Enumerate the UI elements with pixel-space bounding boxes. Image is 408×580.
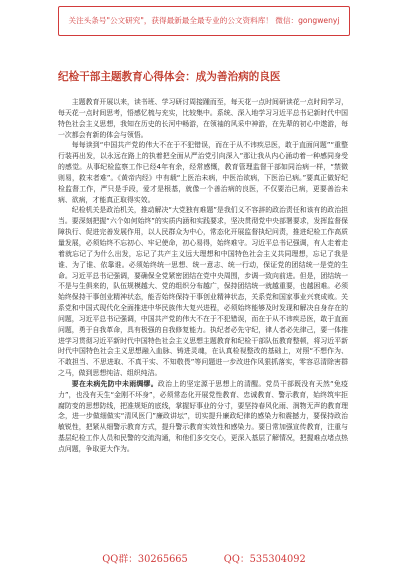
promo-banner (58, 6, 350, 36)
paragraph: 纪检机关是政治机关，推动解决“大党独有难题”是我们义不容辞的政治责任和该有的政治担当。要深刻把握“六个如何始终”的实质内涵和实践要求，坚决贯彻党中央部署要求，发挥监督保障执行、促进完善发展作用，以人民群众为中心，常态化开展监督执纪问责，推进纪检工作高质量发展，必须始终不忘初心、牢记使命，初心易得，始终难守。习近平总书记强调，有人走着走着就忘记了为什么出发，忘记了共产主义远大理想和中国特色社会主义共同理想，忘记了我是谁、为了谁、依靠谁。必须始终统一思想、统一意志、统一行动，保证党的团结统一是党的生命。习近平总书记强调，要确保全党紧密团结在党中央周围，步调一致向前进。但是，团结统一不是与生俱来的，队伍规模越大、党的组织分布越广，保持团结统一就越重要，也越困难。必须始终保持干事创业精神状态，能否始终保持干事创业精神状态，关系党和国家事业兴衰成败。关系党和中国式现代化全面推进中华民族伟大复兴进程，必须始终能够及时发现和解决自身存在的问题，习近平总书记强调，中国共产党的伟大不在于不犯错误，而在于从不讳疾忌医，敢于直面问题，勇于自我革命，具有极强的自我修复能力。执纪者必先守纪，律人者必先律己，要一体推进学习贯彻习近平新时代中国特色社会主义思想主题教育和纪检干部队伍教育整顿，将习近平新时代中国特色社会主义思想融入血脉、铸进灵魂，在认真检视整改的基础上，对照“不想作为、不敢担当、不思进取、不真干实、不知敬畏”等问题进一步改进作风狠抓落实，零容忍清除害群之马，做到思想纯洁、组织纯洁。 (58, 206, 348, 378)
lead-text: 政治上的坚定源于思想上的清醒。党员干部既没有天然“免疫力”，也没有天生“金刚不坏身”，必须常态化开展党性教育、忠诚教育、警示教育，始终筑牢拒腐防变的思想防线，把准规矩的底线，掌握好事业的分寸，要坚持春风化雨、润物无声的教育理念，进一步做细做实“清风医门”廉政讲坛”，切实提升廉政纪律的感染力和震撼力，要保持政治敏锐性，把紧从细警示教育方式，提升警示教育实效性和感染力。要日常加强宣传教育，注重与基层纪检工作人员和民警的交流沟通，和他们多交交心，更深入基层了解情况，把握难点堵点热点问题，争取更大作为。 (58, 379, 348, 453)
paragraph: 每每读到“中国共产党的伟大不在于不犯错误，而在于从不讳疾忌医，敢于直面问题”“重整行装再出发，以永远在路上的执着把全面从严治党引向深入”那让我从内心涌动着一种感同身受的感觉。从事纪检监察工作已经4年有余，经常感慨，教育管理监督干部如同治病一样，“禁微则易，救末者难”。《黄帝内经》中有载“上医治未病，中医治欲病，下医治已病。”要真正做好纪检监督工作，严只是手段，爱才是根基，就像一个善治病的良医，不仅要治已病，更要善治未病、欲病，才能真正取得实效。 (58, 141, 348, 204)
promo-banner-text: 关注头条号"公文研究"，获得最新最全最专业的公文资料库！ 微信：gongwenyj (68, 16, 340, 25)
document-title: 纪检干部主题教育心得体会：成为善治病的良医 (58, 71, 281, 83)
paragraph: 主题教育开展以来，读书班、学习研讨周接踵而至，每天花一点时间研读花一点时间学习，每天花一点时间思考，悟感忆梳与充实，比较集中。系统、深入地学习习近平总书记新时代中国特色社会主义思想，我知在历史的长河中畅游，在领袖的风采中神游，在先辈的初心中遨游，每一次都会有新的体会与领悟。 (58, 98, 348, 139)
lead-label: 要在未病先防中未雨绸缪。 (71, 379, 158, 388)
qq-group-text: QQ群：30265665 (102, 554, 188, 565)
qq-text: QQ：535304092 (223, 554, 306, 565)
paragraph-lead (58, 379, 348, 455)
document-body (58, 97, 348, 455)
footer (0, 551, 408, 565)
